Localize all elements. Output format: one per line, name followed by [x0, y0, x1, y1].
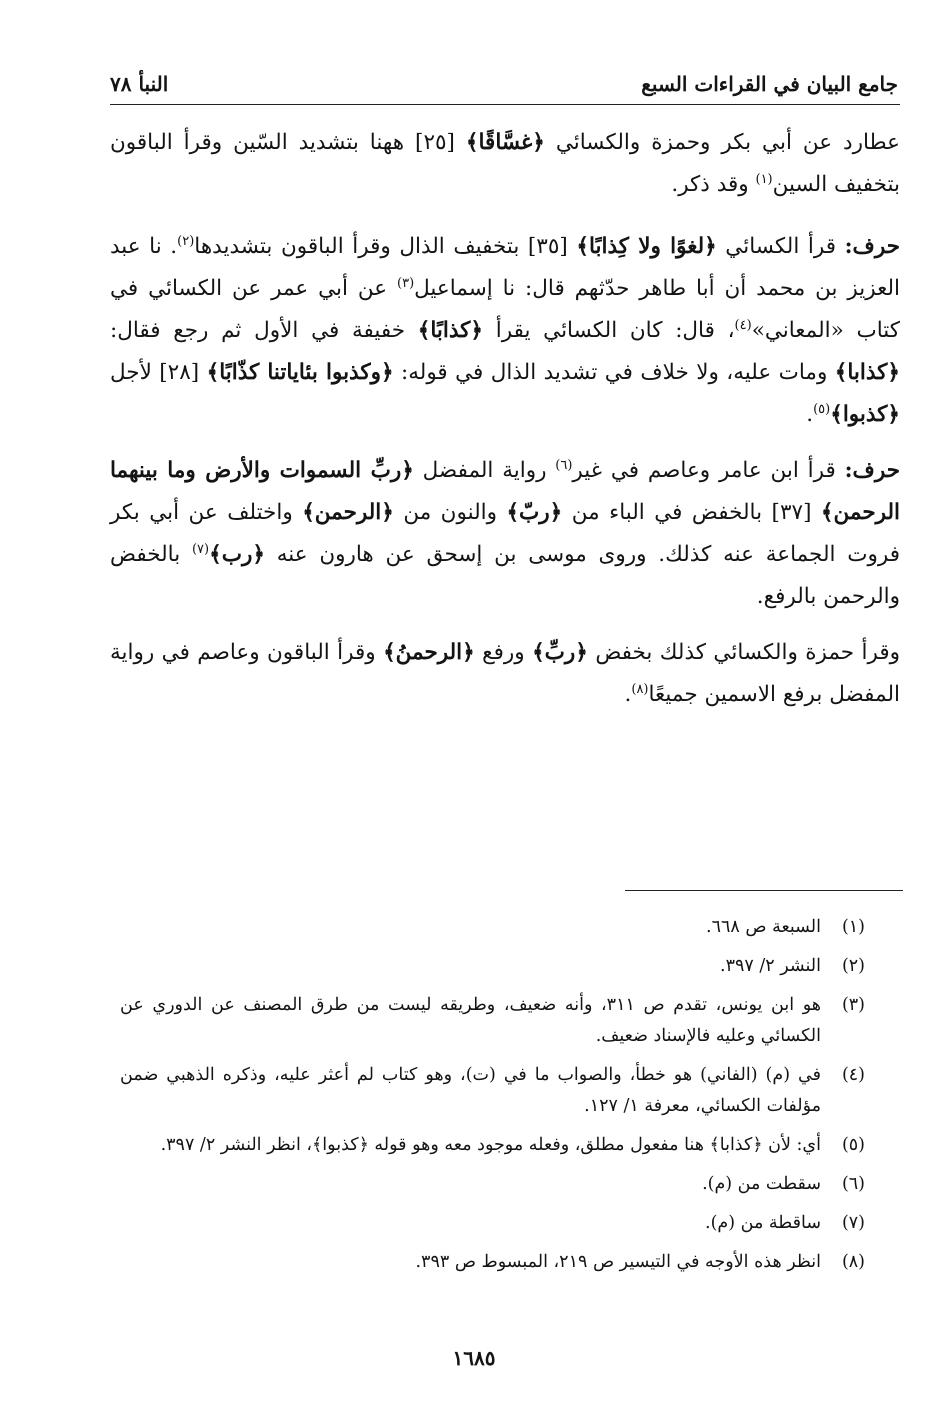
page-number: ١٦٨٥ [452, 1346, 496, 1370]
footnote-number: (٨) [841, 1252, 865, 1272]
footnote-number: (٢) [841, 956, 865, 976]
footnote-text: هو ابن يونس، تقدم ص ٣١١، وأنه ضعيف، وطريقه ليست من طرق المصنف عن الدوري عن الكسائي وعليه فالإسناد ضعيف. [120, 995, 821, 1046]
paragraph-ghassaq: عطارد عن أبي بكر وحمزة والكسائي ﴿غسَّاقًا﴾ [٢٥] ههنا بتشديد السّين وقرأ الباقون بتخفيف السين$^{(١)}$ وقد ذكر. [110, 130, 901, 197]
footnote-ref: (١) [755, 171, 773, 187]
footnote-text: ساقطة من (م). [705, 1213, 821, 1233]
footnote-number: (١) [841, 917, 865, 937]
quran-word: ﴿كذبوا﴾ [830, 402, 900, 427]
footnote-text: سقطت من (م). [702, 1174, 821, 1194]
footnote [120, 951, 865, 982]
footnote-text: انظر هذه الأوجه في التيسير ص ٢١٩، المبسوط ص ٣٩٣. [415, 1252, 821, 1272]
section-head: حرف: [844, 458, 900, 483]
footnote-ref: (٧) [191, 541, 210, 557]
footnote-text: في (م) (الفاني) هو خطأ، والصواب ما في (ت)، وهو كتاب لم أعثر عليه، وذكره الذهبي ضمن مؤلفات الكسائي، معرفة ١/ ١٢٧. [120, 1065, 821, 1116]
quran-word: ﴿ربِّ السموات والأرض وما بينهما الرحمن﴾ [110, 458, 900, 525]
footnote-text: السبعة ص ٦٦٨. [706, 917, 821, 937]
footnote-ref: (٥) [813, 401, 831, 417]
quran-word: ﴿ربّ﴾ [506, 500, 563, 525]
footnote-number: (٤) [841, 1065, 865, 1085]
main-text [110, 122, 900, 730]
footnote-text: أي: لأن ﴿كذابا﴾ هنا مفعول مطلق، وفعله موجود معه وهو قوله ﴿كذبوا﴾، انظر النشر ٢/ ٣٩٧. [160, 1135, 821, 1155]
quran-word: ﴿الرحمنُ﴾ [383, 640, 475, 665]
footnotes [120, 912, 865, 1286]
footnote-number: (٣) [841, 995, 865, 1015]
footnote-number: (٦) [841, 1174, 865, 1194]
quran-word: ﴿غسَّاقًا﴾ [465, 130, 545, 155]
footnote-text: النشر ٢/ ٣٩٧. [720, 956, 821, 976]
footnote [120, 1130, 865, 1161]
running-header [110, 64, 900, 105]
quran-word: ﴿وكذبوا بئاياتنا كذّابًا﴾ [206, 360, 394, 385]
footnote [120, 1247, 865, 1278]
footnote-ref: (٦) [555, 457, 573, 473]
quran-word: ﴿الرحمن﴾ [302, 500, 394, 525]
footnote [120, 912, 865, 943]
paragraph-kidhab: حرف: قرأ الكسائي ﴿لغوًا ولا كِذابًا﴾ [٣٥] بتخفيف الذال وقرأ الباقون بتشديدها$^{(٢)}$. نا عبد العزيز بن محمد أن أبا طاهر حدّثهم قال: نا إسماعيل$^{(٣)}$ عن أبي عمر عن الكسائي في كتاب «المعاني»$^{(٤)}$، قال: كان الكسائي يقرأ ﴿كذابًا﴾ خفيفة في الأول ثم رجع فقال: ﴿كذابا﴾ ومات عليه، ولا خلاف في تشديد الذال في قوله: ﴿وكذبوا بئاياتنا كذّابًا﴾ [٢٨] لأجل ﴿كذبوا﴾$^{(٥)}$. [110, 233, 901, 427]
footnote [120, 1208, 865, 1239]
footnote-ref: (٣) [397, 275, 415, 291]
section-head: حرف: [844, 234, 901, 259]
footnote [120, 1060, 865, 1122]
footnote-number: (٥) [841, 1135, 865, 1155]
quran-word: ﴿كذابا﴾ [834, 360, 900, 385]
footnote-number: (٧) [841, 1213, 865, 1233]
footnote-ref: (٤) [734, 317, 752, 333]
quran-word: ﴿كذابًا﴾ [417, 318, 484, 343]
footnote-ref: (٨) [631, 681, 649, 697]
footnote [120, 1169, 865, 1200]
footnote-divider [625, 890, 903, 891]
surah-label: النبأ ٧٨ [110, 72, 169, 96]
quran-word: ﴿لغوًا ولا كِذابًا﴾ [576, 234, 717, 259]
paragraph-hamza: وقرأ حمزة والكسائي كذلك بخفض ﴿ربِّ﴾ ورفع ﴿الرحمنُ﴾ وقرأ الباقون وعاصم في رواية المفضل برفع الاسمين جميعًا$^{(٨)}$. [110, 640, 901, 707]
quran-word: ﴿رب﴾ [209, 542, 265, 567]
paragraph-rabb: حرف: قرأ ابن عامر وعاصم في غير$^{(٦)}$ رواية المفضل ﴿ربِّ السموات والأرض وما بينهما الرحمن﴾ [٣٧] بالخفض في الباء من ﴿ربّ﴾ والنون من ﴿الرحمن﴾ واختلف عن أبي بكر فروت الجماعة عنه كذلك. وروى موسى بن إسحق عن هارون عنه ﴿رب﴾$^{(٧)}$ بالخفض والرحمن بالرفع. [110, 457, 901, 609]
quran-word: ﴿ربِّ﴾ [532, 640, 588, 665]
footnote-ref: (٢) [177, 233, 195, 249]
footnote [120, 990, 865, 1052]
book-title: جامع البيان في القراءات السبع [641, 72, 898, 96]
